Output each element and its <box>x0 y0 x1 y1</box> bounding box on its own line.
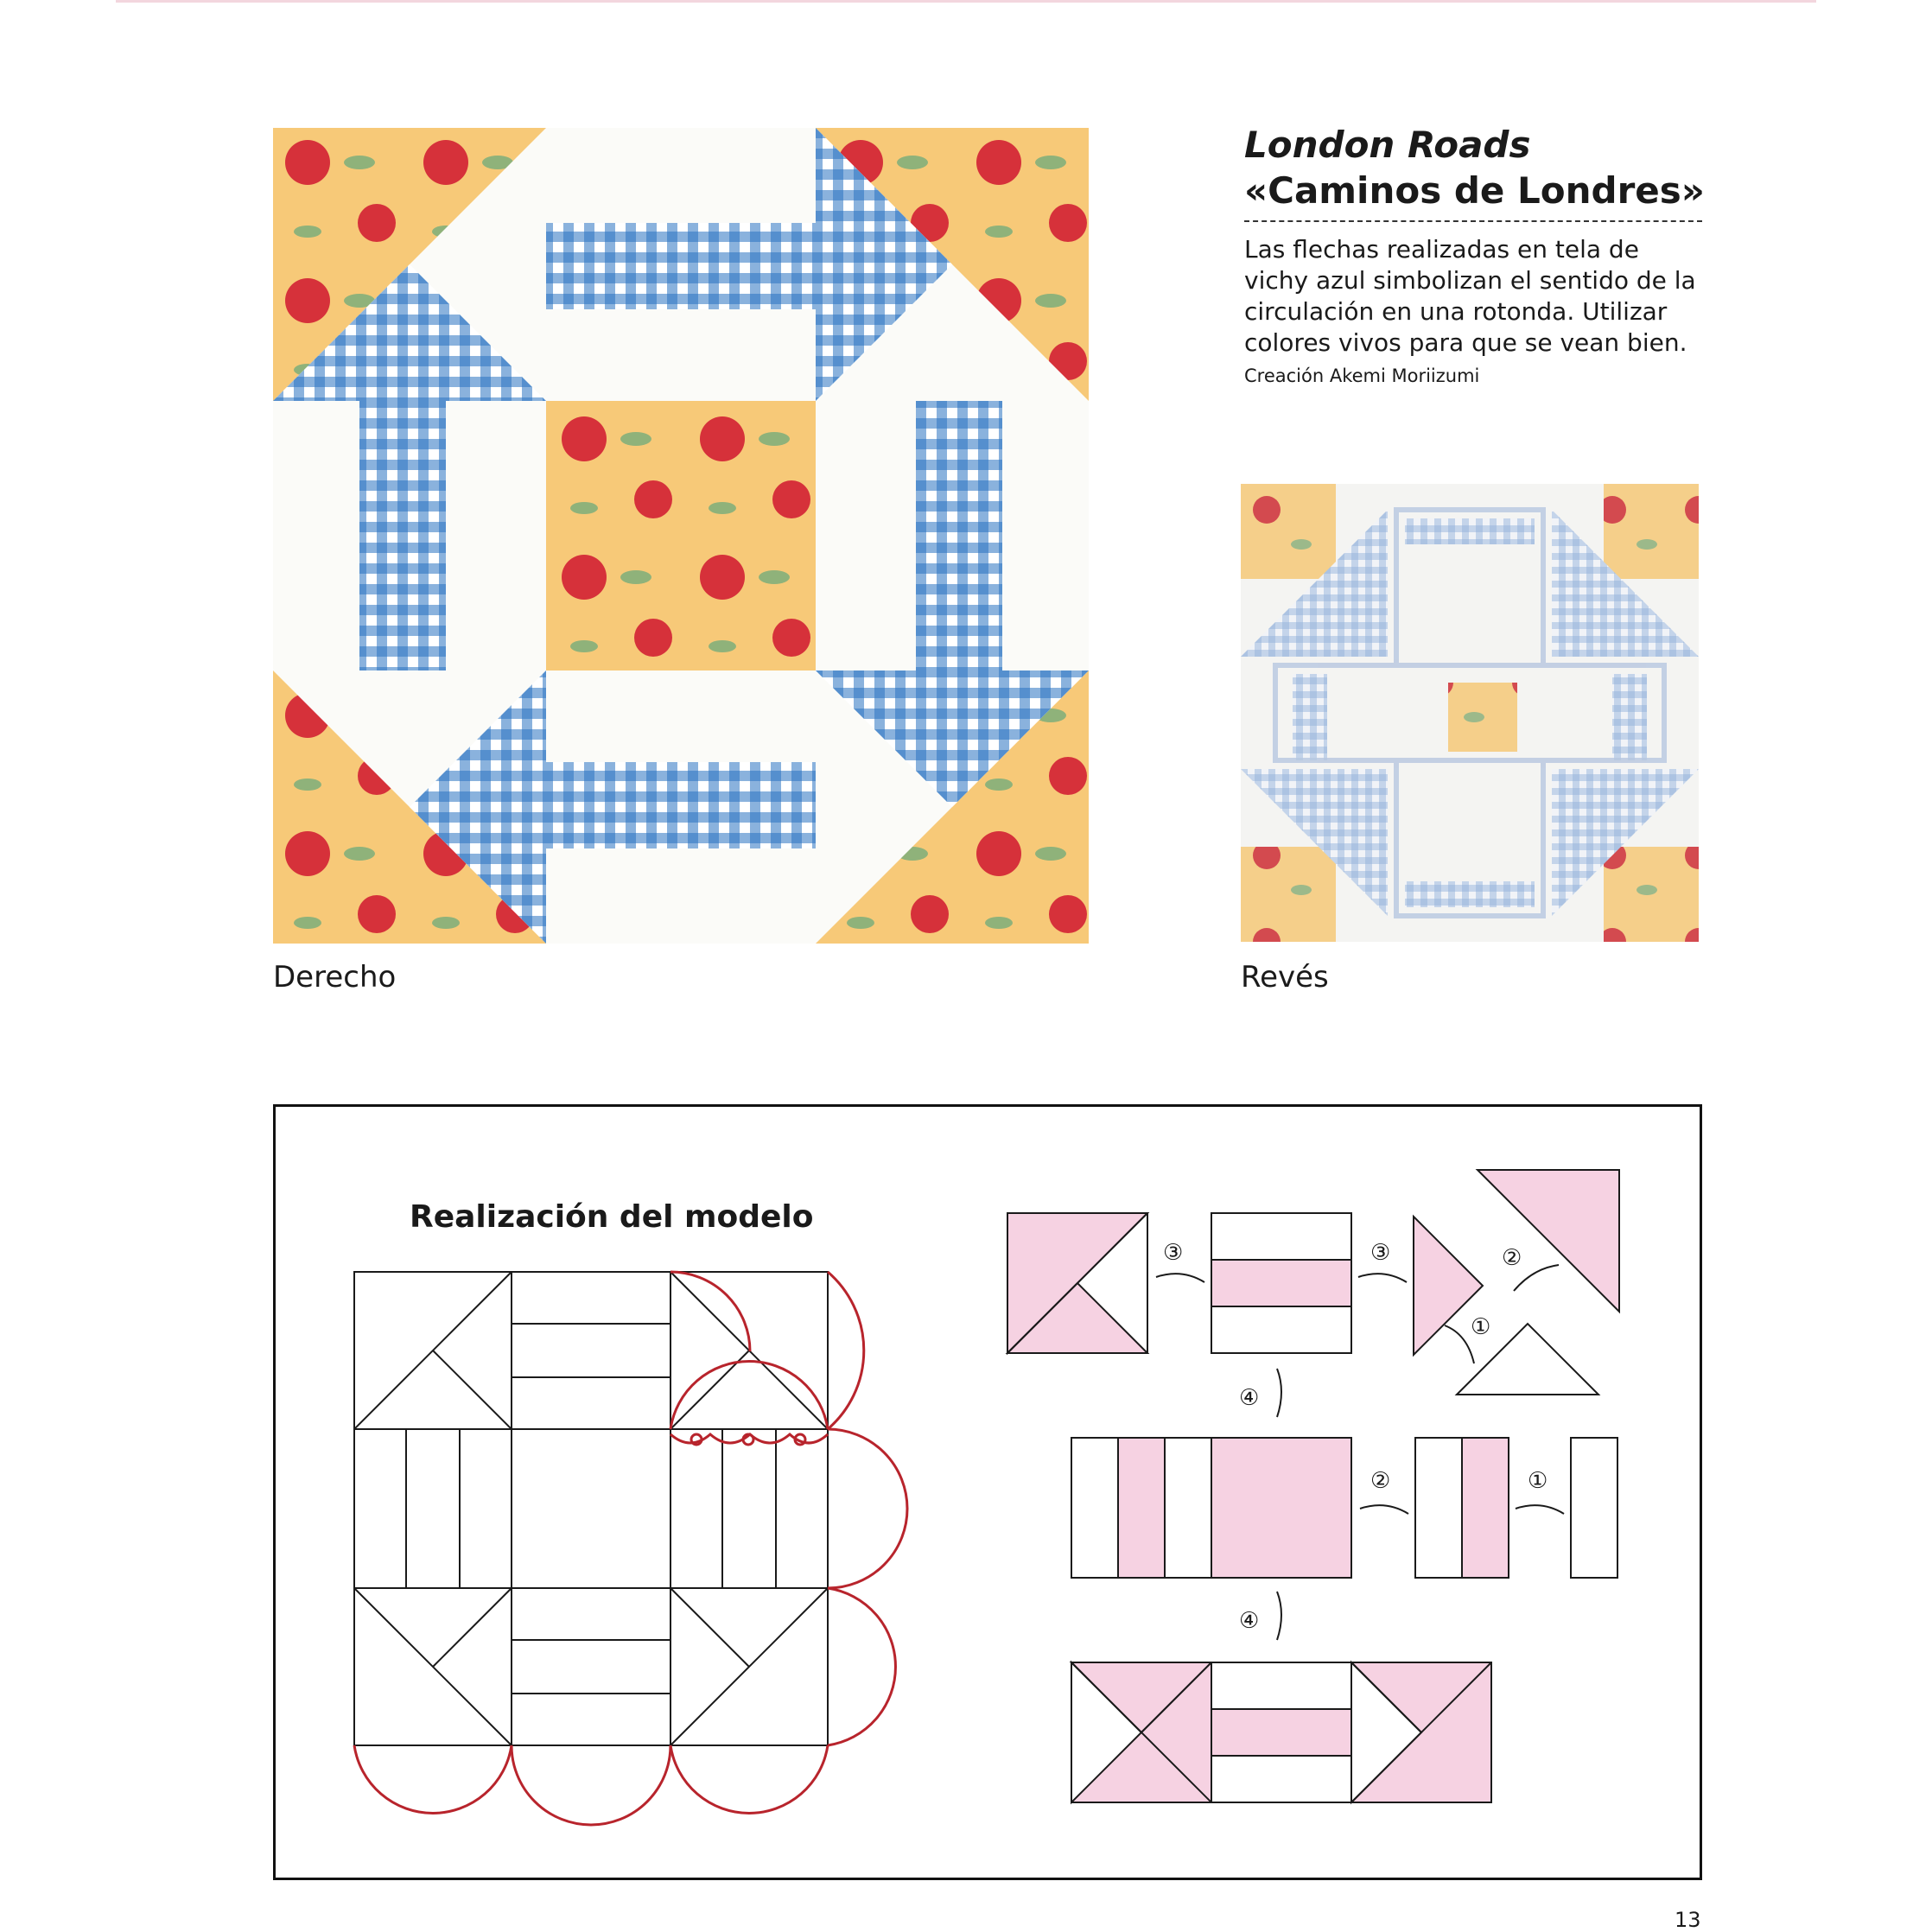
block-outline <box>354 1272 828 1745</box>
title-english: London Roads <box>1244 124 1531 166</box>
step-label: ③ <box>1163 1240 1184 1266</box>
step-label: ② <box>1370 1468 1391 1494</box>
front-caption: Derecho <box>273 960 397 995</box>
back-caption: Revés <box>1241 960 1329 995</box>
credit: Creación Akemi Moriizumi <box>1244 365 1480 386</box>
title-spanish: «Caminos de Londres» <box>1244 168 1705 212</box>
step-label: ① <box>1471 1314 1491 1340</box>
step-label: ② <box>1502 1245 1522 1271</box>
step-label: ④ <box>1239 1385 1260 1411</box>
description: Las flechas realizadas en tela de vichy azul simbolizan el sentido de la circulación en una rotonda. Utilizar colores vivos para que se vean bien. <box>1244 235 1696 357</box>
step-label: ③ <box>1370 1240 1391 1266</box>
step-label: ① <box>1528 1468 1548 1494</box>
page-number: 13 <box>1675 1908 1701 1932</box>
step-label: ④ <box>1239 1608 1260 1634</box>
diagram-title: Realización del modelo <box>410 1199 814 1235</box>
